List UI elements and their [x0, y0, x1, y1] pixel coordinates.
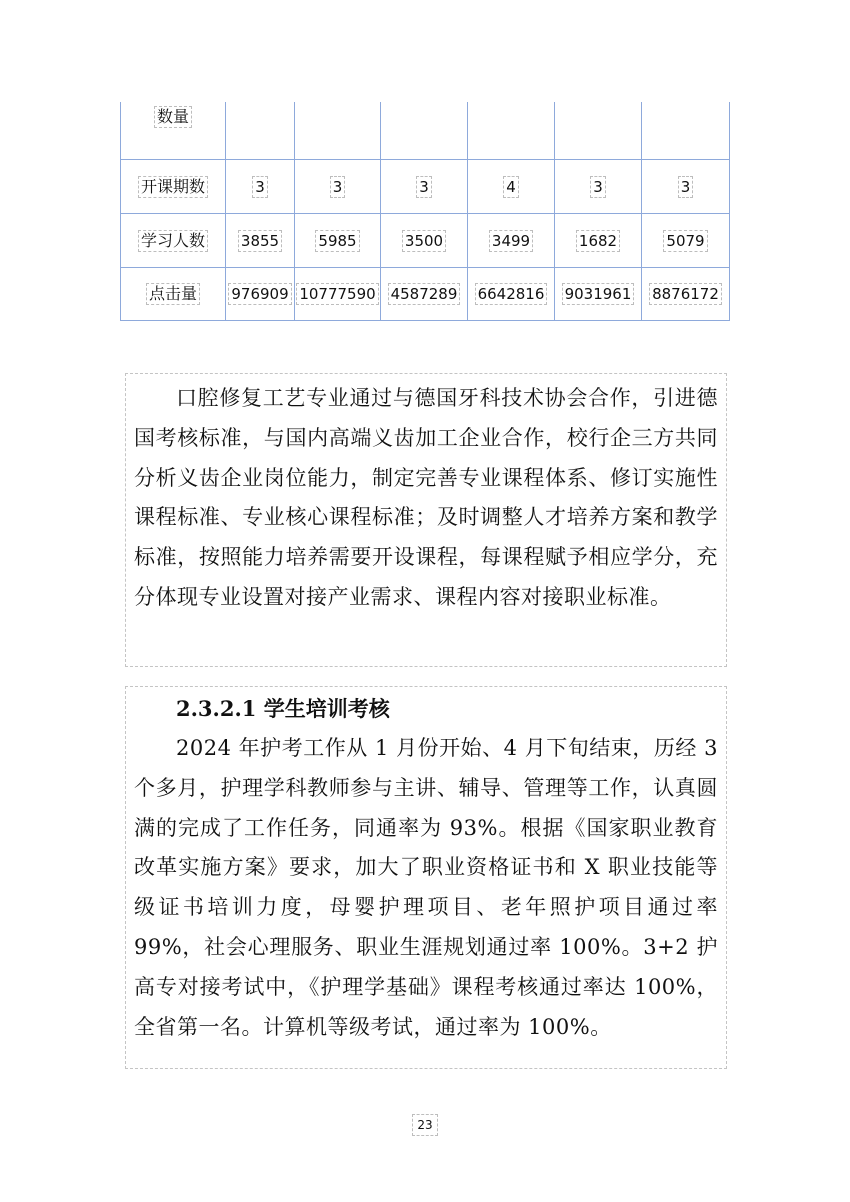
cell-value: 10777590 — [296, 283, 378, 305]
table-cell — [468, 268, 555, 321]
row-header-label: 数量 — [154, 106, 192, 128]
table-cell — [226, 268, 295, 321]
table-cell — [381, 268, 468, 321]
cell-value: 6642816 — [475, 283, 548, 305]
cell-value: 3499 — [489, 230, 533, 252]
table-row — [121, 102, 730, 160]
cell-value: 4587289 — [388, 283, 461, 305]
cell-value: 1682 — [576, 230, 620, 252]
table-cell — [555, 268, 642, 321]
cell-value: 3 — [330, 176, 346, 198]
cell-value: 3 — [252, 176, 268, 198]
row-header-label: 点击量 — [146, 283, 200, 305]
table-cell — [555, 102, 642, 160]
table-row — [121, 214, 730, 268]
section-heading — [126, 687, 726, 729]
cell-value: 8876172 — [649, 283, 722, 305]
row-header-label: 开课期数 — [138, 176, 208, 198]
cell-value: 976909 — [228, 283, 291, 305]
row-header — [121, 160, 226, 214]
table-row — [121, 160, 730, 214]
table-cell — [295, 268, 381, 321]
cell-value: 4 — [503, 176, 519, 198]
cell-value: 5985 — [315, 230, 359, 252]
table-cell — [226, 214, 295, 268]
paragraph-block — [125, 373, 727, 667]
cell-value: 3500 — [402, 230, 446, 252]
row-header — [121, 102, 226, 160]
table-cell — [295, 102, 381, 160]
table-cell — [642, 102, 730, 160]
table-cell — [295, 214, 381, 268]
table-cell — [381, 214, 468, 268]
table-cell — [555, 160, 642, 214]
table-cell — [555, 214, 642, 268]
table-cell — [468, 160, 555, 214]
table-cell — [381, 160, 468, 214]
row-header-label: 学习人数 — [138, 230, 208, 252]
table-cell — [468, 102, 555, 160]
table-cell — [226, 102, 295, 160]
table-cell — [381, 102, 468, 160]
section-body: 2024 年护考工作从 1 月份开始、4 月下旬结束，历经 3 个多月，护理学科教师参与主讲、辅导、管理等工作，认真圆满的完成了工作任务，同通率为 93%。根据《国家职业教育改革实施方案》要求，加大了职业资格证书和 X 职业技能等级证书培训力度，母婴护理项目、老年照护项目通过率 99%，社会心理服务、职业生涯规划通过率 100%。3+2 护高专对接考试中，《护理学基础》课程考核通过率达 100%，全省第一名。计算机等级考试，通过率为 100%。 — [134, 736, 718, 1039]
page-number: 23 — [412, 1114, 438, 1136]
row-header — [121, 268, 226, 321]
table-cell — [468, 214, 555, 268]
table-cell — [642, 160, 730, 214]
course-stats-table — [120, 102, 730, 321]
cell-value: 3 — [590, 176, 606, 198]
cell-value: 3 — [416, 176, 432, 198]
section-number: 2.3.2.1 — [176, 696, 257, 721]
section-title: 学生培训考核 — [263, 697, 390, 721]
row-header — [121, 214, 226, 268]
table-row — [121, 268, 730, 321]
cell-value: 3 — [678, 176, 694, 198]
cell-value: 9031961 — [562, 283, 635, 305]
table-cell — [642, 214, 730, 268]
table-cell — [226, 160, 295, 214]
cell-value: 3855 — [238, 230, 282, 252]
paragraph-text: 口腔修复工艺专业通过与德国牙科技术协会合作，引进德国考核标准，与国内高端义齿加工企业合作，校行企三方共同分析义齿企业岗位能力，制定完善专业课程体系、修订实施性课程标准、专业核心课程标准；及时调整人才培养方案和教学标准，按照能力培养需要开设课程，每课程赋予相应学分，充分体现专业设置对接产业需求、课程内容对接职业标准。 — [134, 386, 718, 609]
table-cell — [295, 160, 381, 214]
section-block — [125, 686, 727, 1069]
table-cell — [642, 268, 730, 321]
cell-value: 5079 — [663, 230, 707, 252]
